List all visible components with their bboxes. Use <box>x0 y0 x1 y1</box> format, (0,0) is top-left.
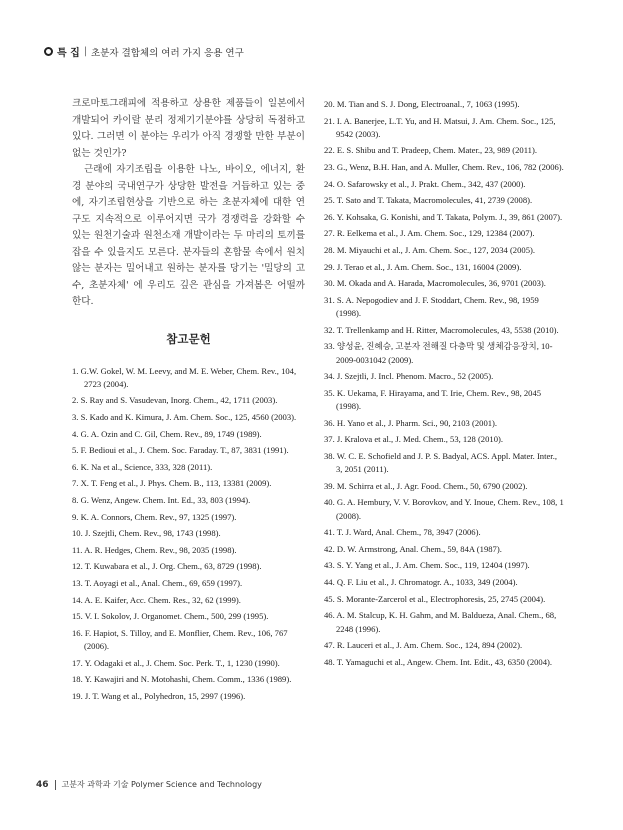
reference-item: 44. Q. F. Liu et al., J. Chromatogr. A., 1033, 349 (2004). <box>324 577 518 588</box>
reference-item: 35. K. Uekama, F. Hirayama, and T. Irie, Chem. Rev., 98, 2045 (1998). <box>324 387 542 412</box>
circle-bullet-icon <box>44 47 53 56</box>
right-column <box>324 98 564 672</box>
reference-list-left <box>72 365 305 704</box>
reference-item: 14. A. E. Kaifer, Acc. Chem. Res., 32, 62 (1999). <box>72 594 241 605</box>
reference-item: 48. T. Yamaguchi et al., Angew. Chem. Int. Edit., 43, 6350 (2004). <box>324 656 553 667</box>
reference-item: 22. E. S. Shibu and T. Pradeep, Chem. Mater., 23, 989 (2011). <box>324 145 537 156</box>
reference-item: 28. M. Miyauchi et al., J. Am. Chem. Soc., 127, 2034 (2005). <box>324 245 536 256</box>
reference-item: 5. F. Bedioui et al., J. Chem. Soc. Faraday. T., 87, 3831 (1991). <box>72 445 289 456</box>
body-paragraph: 크로마토그래피에 적용하고 상용한 제품들이 일본에서 개발되어 카이랄 분리 정제기기분야를 상당히 독점하고 있다. 그러면 이 분야는 우리가 아직 경쟁할 만한 부분이 없는 것인가? <box>72 98 305 159</box>
reference-item: 25. T. Sato and T. Takata, Macromolecules, 41, 2739 (2008). <box>324 195 533 206</box>
footer-divider <box>55 780 56 790</box>
reference-item: 4. G. A. Ozin and C. Gil, Chem. Rev., 89, 1749 (1989). <box>72 428 262 439</box>
reference-item: 42. D. W. Armstrong, Anal. Chem., 59, 84A (1987). <box>324 543 502 554</box>
reference-item: 6. K. Na et al., Science, 333, 328 (2011). <box>72 461 213 472</box>
reference-item: 11. A. R. Hedges, Chem. Rev., 98, 2035 (1998). <box>72 544 237 555</box>
reference-list-right <box>324 98 564 669</box>
reference-item: 34. J. Szejtli, J. Incl. Phenom. Macro., 52 (2005). <box>324 371 494 382</box>
reference-item: 45. S. Morante-Zarcerol et al., Electrophoresis, 25, 2745 (2004). <box>324 593 546 604</box>
page-number: 46 <box>36 779 49 790</box>
reference-item: 18. Y. Kawajiri and N. Motohashi, Chem. Comm., 1336 (1989). <box>72 674 292 685</box>
left-column <box>72 96 305 706</box>
reference-item: 21. I. A. Banerjee, L.T. Yu, and H. Matsui, J. Am. Chem. Soc., 125, 9542 (2003). <box>324 115 556 139</box>
reference-item: 9. K. A. Connors, Chem. Rev., 97, 1325 (1997). <box>72 511 237 522</box>
reference-item: 8. G. Wenz, Angew. Chem. Int. Ed., 33, 803 (1994). <box>72 494 251 505</box>
reference-item: 15. V. I. Sokolov, J. Organomet. Chem., 500, 299 (1995). <box>72 611 269 622</box>
reference-item: 12. T. Kuwabara et al., J. Org. Chem., 63, 8729 (1998). <box>72 561 262 572</box>
reference-item: 16. F. Hapiot, S. Tilloy, and E. Monflier, Chem. Rev., 106, 767 (2006). <box>72 627 288 651</box>
reference-item: 31. S. A. Nepogodiev and J. F. Stoddart, Chem. Rev., 98, 1959 (1998). <box>324 294 539 319</box>
reference-item: 3. S. Kado and K. Kimura, J. Am. Chem. Soc., 125, 4560 (2003). <box>72 411 297 422</box>
reference-item: 7. X. T. Feng et al., J. Phys. Chem. B., 113, 13381 (2009). <box>72 478 272 489</box>
journal-name: 고분자 과학과 기술 Polymer Science and Technology <box>61 780 262 789</box>
references-title: 참고문헌 <box>166 331 211 346</box>
reference-item: 38. W. C. E. Schofield and J. P. S. Badyal, ACS. Appl. Mater. Inter., 3, 2051 (2011). <box>324 450 557 475</box>
reference-item: 43. S. Y. Yang et al., J. Am. Chem. Soc., 119, 12404 (1997). <box>324 560 530 571</box>
reference-item: 39. M. Schirra et al., J. Agr. Food. Chem., 50, 6790 (2002). <box>324 480 528 491</box>
reference-item: 40. G. A. Hembury, V. V. Borovkov, and Y. Inoue, Chem. Rev., 108, 1 (2008). <box>324 497 564 521</box>
reference-item: 30. M. Okada and A. Harada, Macromolecules, 36, 9701 (2003). <box>324 278 546 289</box>
reference-item: 1. G.W. Gokel, W. M. Leevy, and M. E. Weber, Chem. Rev., 104, 2723 (2004). <box>72 365 297 389</box>
reference-item: 37. J. Kralova et al., J. Med. Chem., 53, 128 (2010). <box>324 434 504 445</box>
reference-item: 24. O. Safarowsky et al., J. Prakt. Chem., 342, 437 (2000). <box>324 178 526 189</box>
reference-item: 27. R. Eelkema et al., J. Am. Chem. Soc., 129, 12384 (2007). <box>324 228 535 239</box>
body-paragraph: 근래에 자기조립을 이용한 나노, 바이오, 에너지, 환경 분야의 국내연구가 상당한 발전을 거듭하고 있는 중에, 자기조립현상을 기반으로 하는 초분자체에 대한 연구도 지속적으로 이루어지면 국가 경쟁력을 강화할 수 있는 원천기술과 원천소재 개발이라는 두 마리의 토끼를 잡을 수 있을지도 모른다. 분자들의 혼합물 속에서 원치 않는 분자는 밀어내고 원하는 분자를 당기는 '밀당의 고수, 초분자체' 에 우리도 깊은 관심을 가져봄은 어떨까 한다. <box>72 164 305 307</box>
reference-item: 19. J. T. Wang et al., Polyhedron, 15, 2997 (1996). <box>72 690 246 701</box>
reference-item: 33. 양성윤, 진혜승, 고분자 전해질 다층막 및 생체감응장치, 10-2009-0031042 (2009). <box>324 341 553 365</box>
reference-item: 41. T. J. Ward, Anal. Chem., 78, 3947 (2006). <box>324 527 481 538</box>
reference-item: 32. T. Trellenkamp and H. Ritter, Macromolecules, 43, 5538 (2010). <box>324 324 559 335</box>
reference-item: 20. M. Tian and S. J. Dong, Electroanal., 7, 1063 (1995). <box>324 99 520 109</box>
page-footer <box>36 779 262 790</box>
reference-item: 29. J. Terao et al., J. Am. Chem. Soc., 131, 16004 (2009). <box>324 261 522 272</box>
reference-item: 13. T. Aoyagi et al., Anal. Chem., 69, 659 (1997). <box>72 577 243 588</box>
section-label: 특 집 <box>57 48 80 59</box>
reference-item: 26. Y. Kohsaka, G. Konishi, and T. Takata, Polym. J., 39, 861 (2007). <box>324 211 563 222</box>
reference-item: 47. R. Lauceri et al., J. Am. Chem. Soc., 124, 894 (2002). <box>324 640 523 651</box>
running-header <box>44 44 244 59</box>
reference-item: 17. Y. Odagaki et al., J. Chem. Soc. Perk. T., 1, 1230 (1990). <box>72 657 280 668</box>
reference-item: 2. S. Ray and S. Vasudevan, Inorg. Chem., 42, 1711 (2003). <box>72 395 278 406</box>
reference-item: 36. H. Yano et al., J. Pharm. Sci., 90, 2103 (2001). <box>324 417 498 428</box>
reference-item: 23. G., Wenz, B.H. Han, and A. Muller, Chem. Rev., 106, 782 (2006). <box>324 162 564 173</box>
reference-item: 10. J. Szejtli, Chem. Rev., 98, 1743 (1998). <box>72 528 221 539</box>
article-title: 초분자 결합체의 여러 가지 응용 연구 <box>91 47 244 59</box>
header-separator: | <box>83 46 88 57</box>
reference-item: 46. A. M. Stalcup, K. H. Gahm, and M. Baldueza, Anal. Chem., 68, 2248 (1996). <box>324 610 557 634</box>
